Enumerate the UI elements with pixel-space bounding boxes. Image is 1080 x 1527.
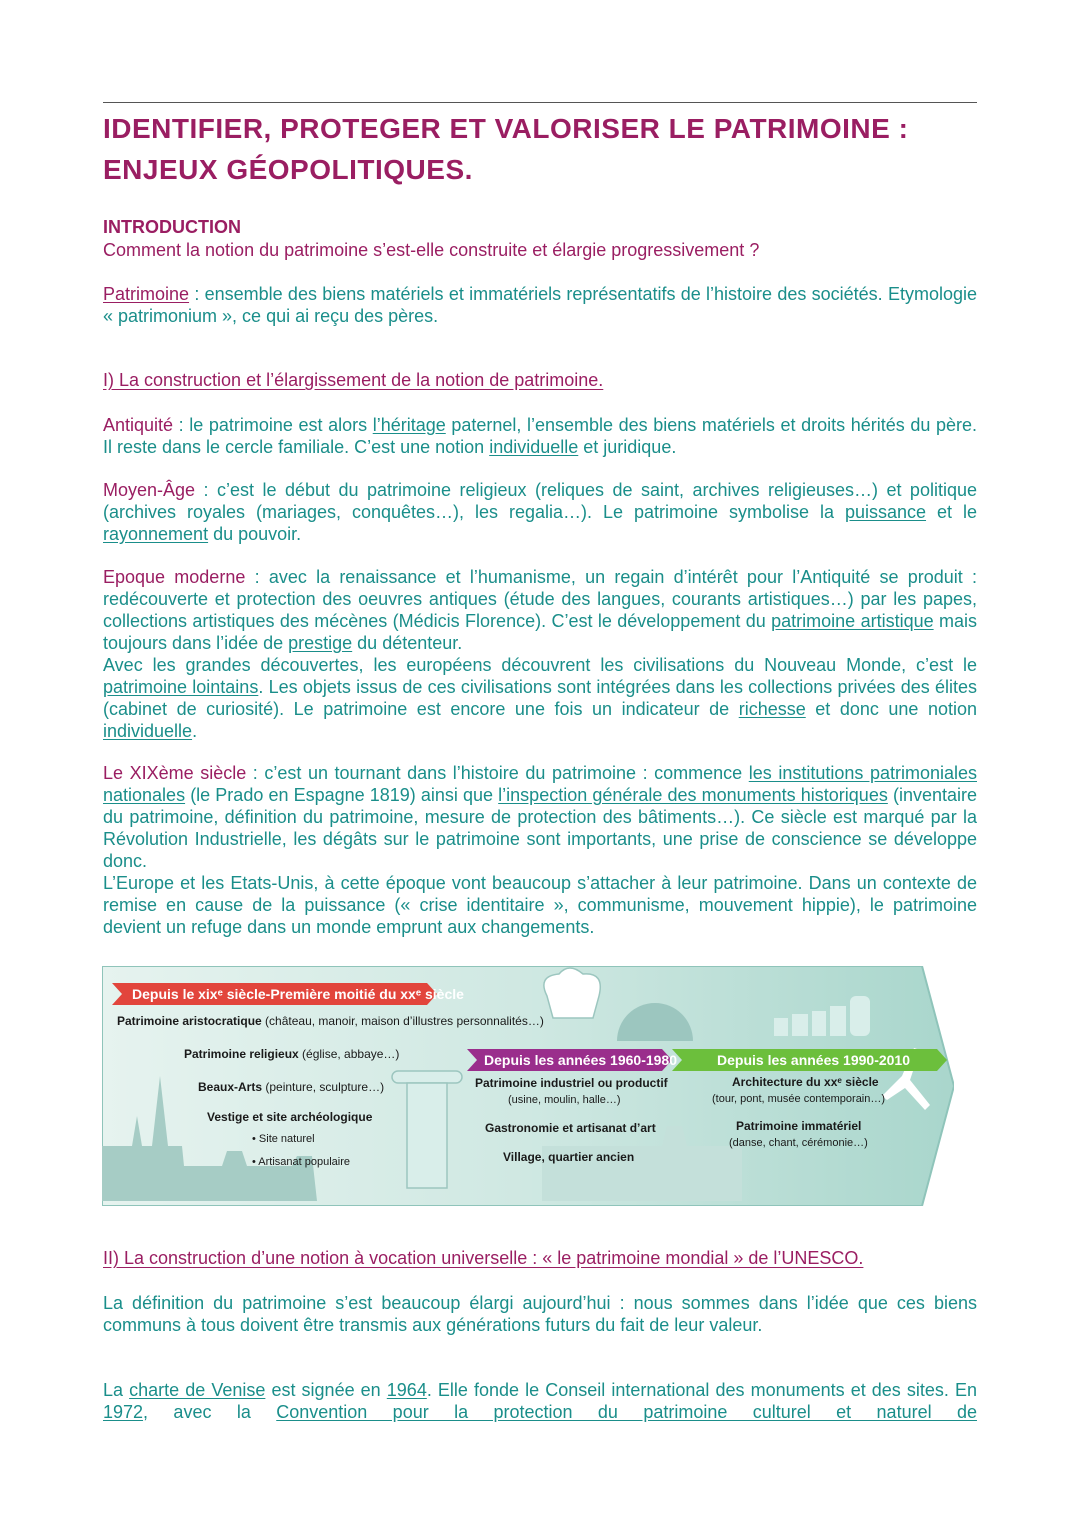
title-line-1: IDENTIFIER, PROTEGER ET VALORISER LE PATRIMOINE : [103,113,909,144]
intro-question: Comment la notion du patrimoine s’est-elle construite et élargie progressivement ? [103,240,760,260]
xix-label: Le XIXème siècle [103,763,247,783]
artisanat-item: • Artisanat populaire [252,1156,351,1168]
year-1964: 1964 [386,1380,427,1400]
moderne-label: Epoque moderne [103,567,246,587]
site-naturel-item: • Site naturel [252,1133,315,1145]
gastronomie-item: Gastronomie et artisanat d’art [485,1121,656,1135]
intro-heading: INTRODUCTION [103,217,241,237]
vestige-item: Vestige et site archéologique [207,1110,373,1124]
moyen-age-text-1: : c’est le début du patrimoine religieux (reliques de saint, archives religieuses…) et politique (archives royales (mariages, conquêtes…), les regalia…). Le patrimoine symbolise la [103,480,977,522]
banner-2-label: Depuis les années 1960-1980 [484,1052,678,1068]
charte-de-venise: charte de Venise [129,1380,266,1400]
xix-text-3: (inventaire du patrimoine, définition du patrimoine, mesure de protection des bâtiments…). Ce siècle est marqué par la Révolution Industrielle, les dégâts sur le patrimoine sont importants, une prise de conscience se développe donc. [103,785,977,871]
moderne-text-1: : avec la renaissance et l’humanisme, un regain d’intérêt pour l’Antiquité se produit : redécouverte et protection des oeuvres antiques (étude des langues, courants artistiques…) par les papes, collections artistiques des mécènes (Médicis Florence). C’est le développement du [103,567,977,631]
antiquite-text-1: : le patrimoine est alors [173,415,373,435]
moderne-prestige: prestige [288,633,353,653]
antiquite-paragraph [103,414,977,458]
p2-text-1: La [103,1380,130,1400]
moyen-age-label: Moyen-Âge [103,480,196,500]
definition-paragraph [103,283,977,327]
moyen-age-rayonnement: rayonnement [103,524,209,544]
moderne-text-3: du détenteur. [352,633,463,653]
xix-paragraph [103,762,977,938]
beaux-arts-label: Beaux-Arts [198,1080,263,1094]
moyen-age-puissance: puissance [844,502,927,522]
p2-text-4: , avec la [143,1402,277,1422]
convention-link: Convention pour la protection du patrimoine culturel et naturel de [276,1402,977,1422]
p2-text-2: est signée en [265,1380,387,1400]
xix-text-2: (le Prado en Espagne 1819) ainsi que [185,785,499,805]
antiquite-heritage: l’héritage [372,415,446,435]
moderne-p2-text-3: et donc une notion [805,699,977,719]
moyen-age-paragraph [103,479,977,545]
architecture-item: Architecture du xxᵉ siècle [732,1075,879,1089]
moderne-patrimoine-lointains: patrimoine lointains [103,677,259,697]
religieux-label: Patrimoine religieux [184,1047,299,1061]
title-line-2: ENJEUX GÉOPOLITIQUES. [103,154,473,185]
section-2-paragraph-1: La définition du patrimoine s’est beaucoup élargi aujourd’hui : nous sommes dans l’idée que ces biens communs à tous doivent être transmis aux générations futurs du fait de leur valeur. [103,1293,977,1335]
xix-p2: L’Europe et les Etats-Unis, à cette époque vont beaucoup s’attacher à leur patrimoine. Dans un contexte de remise en cause de la puissance (« crise identitaire », communisme, mouvement hippie), le patrimoine devient un refuge dans un monde emprunt aux changements. [103,873,977,937]
xix-inspection: l’inspection générale des monuments historiques [498,785,888,805]
page-title [103,108,977,190]
industriel-item: Patrimoine industriel ou productif [475,1076,668,1090]
village-item: Village, quartier ancien [503,1150,635,1164]
architecture-detail: (tour, pont, musée contemporain…) [712,1093,886,1105]
aristocratique-item [117,1014,544,1028]
beaux-arts-detail: (peinture, sculpture…) [262,1080,385,1094]
industriel-detail: (usine, moulin, halle…) [508,1094,621,1106]
banner-1-label: Depuis le xixᵉ siècle-Première moitié du xxᵉ siècle [132,986,464,1002]
moderne-p2-text-4: . [192,721,198,741]
section-2-paragraph-2 [103,1379,977,1423]
moderne-p2-text-2: . Les objets issus de ces civilisations sont intégrées dans les collections privées des élites (cabinet de curiosité). Le patrimoine est encore une fois un indicateur de [103,677,977,719]
def-text: : ensemble des biens matériels et immatériels représentatifs de l’histoire des sociétés. Etymologie « patrimonium », ce qui ai reçu des pères. [103,284,977,326]
antiquite-label: Antiquité [103,415,174,435]
antiquite-individuelle: individuelle [489,437,579,457]
section-1-heading: I) La construction et l’élargissement de la notion de patrimoine. [103,370,604,390]
beaux-arts-item [198,1080,384,1094]
moyen-age-text-3: du pouvoir. [208,524,302,544]
aristocratique-detail: (château, manoir, maison d’illustres personnalités…) [261,1014,544,1028]
xix-institutions: les institutions patrimoniales nationales [103,763,977,805]
moderne-p2-text-1: Avec les grandes découvertes, les européens découvrent les civilisations du Nouveau Monde, c’est le [103,655,977,675]
antiquite-text-2: paternel, l’ensemble des biens matériels et droits hérités du père. Il reste dans le cercle familiale. C’est une notion [103,415,977,457]
moderne-richesse: richesse [738,699,806,719]
xix-text-1: : c’est un tournant dans l’histoire du patrimoine : commence [246,763,749,783]
year-1972: 1972 [103,1402,144,1422]
moderne-paragraph [103,566,977,742]
immateriel-detail: (danse, chant, cérémonie…) [729,1137,868,1149]
moderne-individuelle: individuelle [103,721,193,741]
religieux-item [184,1047,399,1061]
def-term: Patrimoine [103,284,190,304]
p2-text-3: . Elle fonde le Conseil international des monuments et des sites. En [426,1380,977,1400]
aristocratique-label: Patrimoine aristocratique [117,1014,262,1028]
religieux-detail: (église, abbaye…) [298,1047,400,1061]
section-2-heading: II) La construction d’une notion à vocation universelle : « le patrimoine mondial » de l’UNESCO. [103,1248,864,1268]
moderne-text-2: mais toujours dans l’idée de [103,611,977,653]
antiquite-text-3: et juridique. [578,437,677,457]
immateriel-item: Patrimoine immatériel [736,1119,862,1133]
heritage-timeline-figure [102,966,954,1206]
chef-hat-icon [544,968,600,1018]
top-rule [103,102,977,103]
moderne-patrimoine-artistique: patrimoine artistique [771,611,934,631]
banner-3-label: Depuis les années 1990-2010 [717,1052,911,1068]
moyen-age-text-2: et le [926,502,977,522]
